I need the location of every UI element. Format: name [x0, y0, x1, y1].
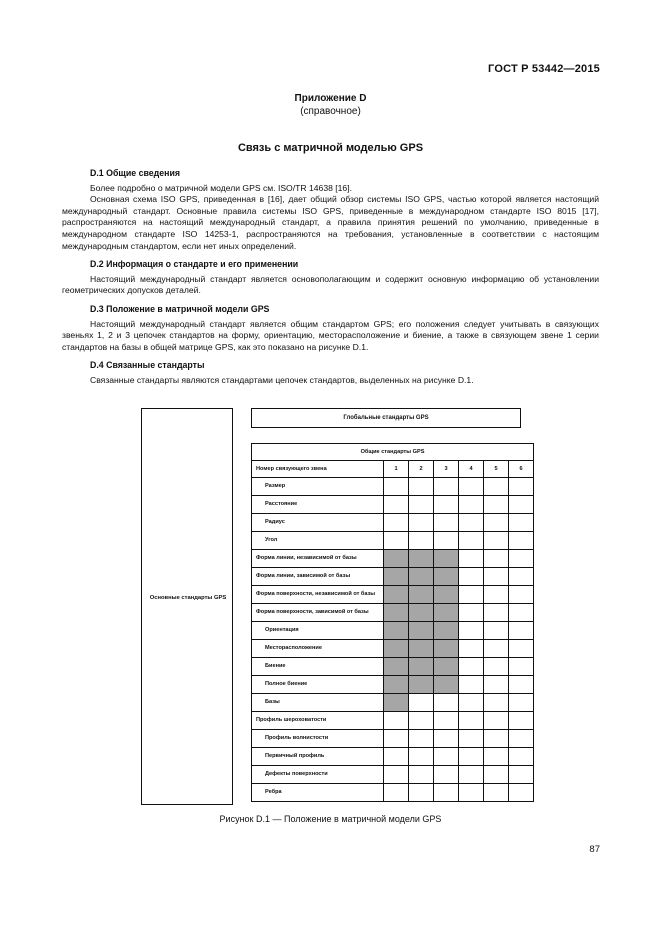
matrix-row — [252, 550, 534, 568]
matrix-cell — [484, 784, 509, 802]
matrix-row — [252, 784, 534, 802]
matrix-cell-highlighted — [434, 586, 459, 604]
link-number-header: Номер связующего звена — [252, 461, 384, 478]
matrix-cell — [484, 658, 509, 676]
matrix-cell — [384, 478, 409, 496]
matrix-cell — [509, 514, 534, 532]
matrix-cell — [484, 550, 509, 568]
page-number: 87 — [589, 844, 600, 855]
matrix-cell — [384, 712, 409, 730]
general-standards-row — [252, 444, 534, 461]
matrix-cell — [434, 784, 459, 802]
chain-name: Форма линии, независимой от базы — [252, 550, 384, 568]
matrix-cell — [509, 658, 534, 676]
chain-name: Размер — [252, 478, 384, 496]
matrix-cell — [434, 496, 459, 514]
matrix-cell-highlighted — [409, 640, 434, 658]
matrix-cell — [484, 586, 509, 604]
matrix-cell — [409, 694, 434, 712]
paragraph: Основная схема ISO GPS, приведенная в [16], дает общий обзор системы ISO GPS, частью которой является настоящий международный стандарт. Основные правила системы ISO GPS, приведенные в международном стандарте ISO 8015 [17], распространяются на настоящий международный стандарт, а правила принятия решений по умолчанию, приведенные в международном стандарте ISO 14253-1, распространяются на требования, установленные в соответствии с настоящим международным стандартом, если нет иных определений. — [62, 194, 599, 251]
matrix-cell — [509, 766, 534, 784]
matrix-cell-highlighted — [434, 550, 459, 568]
matrix-cell — [459, 496, 484, 514]
matrix-cell — [484, 532, 509, 550]
general-standards-label: Общие стандарты GPS — [252, 444, 534, 461]
matrix-cell — [484, 712, 509, 730]
matrix-cell — [484, 766, 509, 784]
matrix-cell — [409, 784, 434, 802]
matrix-cell — [509, 478, 534, 496]
chain-name: Биение — [252, 658, 384, 676]
section-heading: D.3 Положение в матричной модели GPS — [90, 303, 270, 314]
matrix-row — [252, 712, 534, 730]
matrix-row — [252, 496, 534, 514]
matrix-cell-highlighted — [384, 622, 409, 640]
matrix-cell — [459, 586, 484, 604]
matrix-row — [252, 514, 534, 532]
gps-matrix-table — [251, 443, 534, 802]
matrix-cell — [409, 730, 434, 748]
paragraph: Настоящий международный стандарт является основополагающим и содержит основную информацию об установлении геометрических допусков деталей. — [62, 273, 599, 296]
matrix-cell — [459, 478, 484, 496]
matrix-cell — [509, 640, 534, 658]
matrix-cell — [384, 514, 409, 532]
fundamental-standards-box — [141, 408, 233, 805]
chain-name: Профиль шероховатости — [252, 712, 384, 730]
annex-title: Приложение D — [294, 93, 367, 104]
matrix-cell-highlighted — [384, 694, 409, 712]
matrix-cell — [384, 730, 409, 748]
matrix-cell — [484, 604, 509, 622]
global-standards-box: Глобальные стандарты GPS — [251, 408, 521, 428]
chain-name: Первичный профиль — [252, 748, 384, 766]
matrix-cell-highlighted — [434, 640, 459, 658]
matrix-cell-highlighted — [409, 604, 434, 622]
matrix-cell — [459, 622, 484, 640]
figure-caption: Рисунок D.1 — Положение в матричной модели GPS — [219, 814, 442, 824]
section-heading: D.4 Связанные стандарты — [90, 360, 205, 371]
link-number: 4 — [459, 461, 484, 478]
matrix-cell — [459, 532, 484, 550]
matrix-cell — [509, 748, 534, 766]
chain-name: Форма линии, зависимой от базы — [252, 568, 384, 586]
matrix-cell — [509, 604, 534, 622]
matrix-cell — [434, 532, 459, 550]
matrix-cell — [409, 514, 434, 532]
matrix-cell — [484, 640, 509, 658]
matrix-cell-highlighted — [434, 622, 459, 640]
matrix-cell — [384, 784, 409, 802]
chain-name: Форма поверхности, зависимой от базы — [252, 604, 384, 622]
matrix-cell — [384, 496, 409, 514]
matrix-row — [252, 640, 534, 658]
matrix-cell — [509, 568, 534, 586]
matrix-cell-highlighted — [434, 568, 459, 586]
matrix-cell — [484, 730, 509, 748]
matrix-cell — [434, 514, 459, 532]
matrix-cell — [409, 748, 434, 766]
matrix-cell — [509, 676, 534, 694]
matrix-cell — [484, 478, 509, 496]
page-title: Связь с матричной моделью GPS — [237, 142, 424, 154]
matrix-cell — [509, 586, 534, 604]
matrix-cell — [434, 478, 459, 496]
matrix-cell — [459, 514, 484, 532]
paragraph: Более подробно о матричной модели GPS см. ISO/TR 14638 [16]. — [90, 182, 352, 193]
matrix-cell — [459, 640, 484, 658]
matrix-row — [252, 568, 534, 586]
matrix-cell — [409, 478, 434, 496]
matrix-cell-highlighted — [434, 676, 459, 694]
matrix-cell — [409, 766, 434, 784]
matrix-cell — [509, 550, 534, 568]
matrix-cell-highlighted — [409, 658, 434, 676]
matrix-cell — [484, 748, 509, 766]
matrix-row — [252, 622, 534, 640]
matrix-cell — [409, 532, 434, 550]
matrix-cell — [509, 712, 534, 730]
section-heading: D.1 Общие сведения — [90, 168, 180, 178]
link-number: 6 — [509, 461, 534, 478]
matrix-cell — [409, 712, 434, 730]
matrix-cell — [409, 496, 434, 514]
matrix-cell — [459, 676, 484, 694]
chain-name: Базы — [252, 694, 384, 712]
matrix-cell — [509, 784, 534, 802]
matrix-cell — [484, 496, 509, 514]
matrix-cell — [509, 496, 534, 514]
matrix-cell — [384, 766, 409, 784]
matrix-cell-highlighted — [384, 586, 409, 604]
matrix-cell — [484, 514, 509, 532]
annex-heading — [0, 92, 661, 118]
section-d3 — [62, 304, 599, 353]
chain-name: Месторасположение — [252, 640, 384, 658]
matrix-cell-highlighted — [384, 640, 409, 658]
matrix-cell — [484, 676, 509, 694]
matrix-row — [252, 604, 534, 622]
matrix-cell — [384, 532, 409, 550]
matrix-row — [252, 532, 534, 550]
matrix-cell — [459, 604, 484, 622]
matrix-cell — [459, 712, 484, 730]
annex-subtitle: (справочное) — [300, 106, 361, 117]
matrix-row — [252, 658, 534, 676]
matrix-cell — [459, 784, 484, 802]
matrix-cell-highlighted — [409, 586, 434, 604]
matrix-cell — [434, 748, 459, 766]
matrix-row — [252, 766, 534, 784]
link-number-header-row — [252, 461, 534, 478]
matrix-cell-highlighted — [409, 550, 434, 568]
matrix-cell-highlighted — [409, 676, 434, 694]
chain-name: Форма поверхности, независимой от базы — [252, 586, 384, 604]
document-body — [62, 168, 599, 394]
matrix-cell — [459, 730, 484, 748]
matrix-cell — [509, 622, 534, 640]
matrix-cell-highlighted — [434, 658, 459, 676]
chain-name: Ребра — [252, 784, 384, 802]
matrix-row — [252, 478, 534, 496]
link-number: 5 — [484, 461, 509, 478]
section-d4 — [62, 360, 599, 386]
matrix-row — [252, 748, 534, 766]
matrix-cell — [434, 766, 459, 784]
chain-name: Полное биение — [252, 676, 384, 694]
matrix-cell — [484, 568, 509, 586]
paragraph: Настоящий международный стандарт является общим стандартом GPS; его положения следует учитывать в связующих звеньях 1, 2 и 3 цепочек стандартов на форму, ориентацию, месторасположение и биение, а также в связующем звене 1 серии стандартов на базы в общей матрице GPS, как это показано на рисунке D.1. — [62, 318, 599, 352]
matrix-row — [252, 586, 534, 604]
matrix-cell — [484, 622, 509, 640]
matrix-cell — [434, 730, 459, 748]
link-number: 2 — [409, 461, 434, 478]
matrix-cell-highlighted — [409, 622, 434, 640]
section-heading: D.2 Информация о стандарте и его применении — [90, 259, 299, 270]
chain-name: Профиль волнистости — [252, 730, 384, 748]
matrix-cell-highlighted — [384, 676, 409, 694]
matrix-cell — [459, 550, 484, 568]
matrix-cell — [509, 532, 534, 550]
chain-name: Ориентация — [252, 622, 384, 640]
section-d2 — [62, 259, 599, 297]
matrix-cell — [459, 766, 484, 784]
matrix-row — [252, 694, 534, 712]
document-code: ГОСТ Р 53442—2015 — [488, 63, 600, 75]
matrix-cell — [434, 694, 459, 712]
chain-name: Дефекты поверхности — [252, 766, 384, 784]
matrix-cell — [484, 694, 509, 712]
matrix-cell — [509, 694, 534, 712]
chain-name: Радиус — [252, 514, 384, 532]
matrix-cell — [384, 748, 409, 766]
section-d1 — [62, 168, 599, 252]
matrix-cell — [434, 712, 459, 730]
matrix-cell-highlighted — [384, 604, 409, 622]
matrix-cell — [459, 694, 484, 712]
link-number: 3 — [434, 461, 459, 478]
matrix-cell — [459, 568, 484, 586]
matrix-cell-highlighted — [434, 604, 459, 622]
matrix-cell — [509, 730, 534, 748]
matrix-cell — [459, 658, 484, 676]
matrix-cell — [459, 748, 484, 766]
matrix-cell-highlighted — [409, 568, 434, 586]
chain-name: Угол — [252, 532, 384, 550]
matrix-cell-highlighted — [384, 568, 409, 586]
chain-name: Расстояние — [252, 496, 384, 514]
fundamental-standards-label: Основные стандарты GPS — [149, 595, 227, 601]
matrix-row — [252, 730, 534, 748]
matrix-cell-highlighted — [384, 550, 409, 568]
matrix-cell-highlighted — [384, 658, 409, 676]
link-number: 1 — [384, 461, 409, 478]
paragraph: Связанные стандарты являются стандартами цепочек стандартов, выделенных на рисунке D.1. — [90, 374, 474, 385]
matrix-row — [252, 676, 534, 694]
